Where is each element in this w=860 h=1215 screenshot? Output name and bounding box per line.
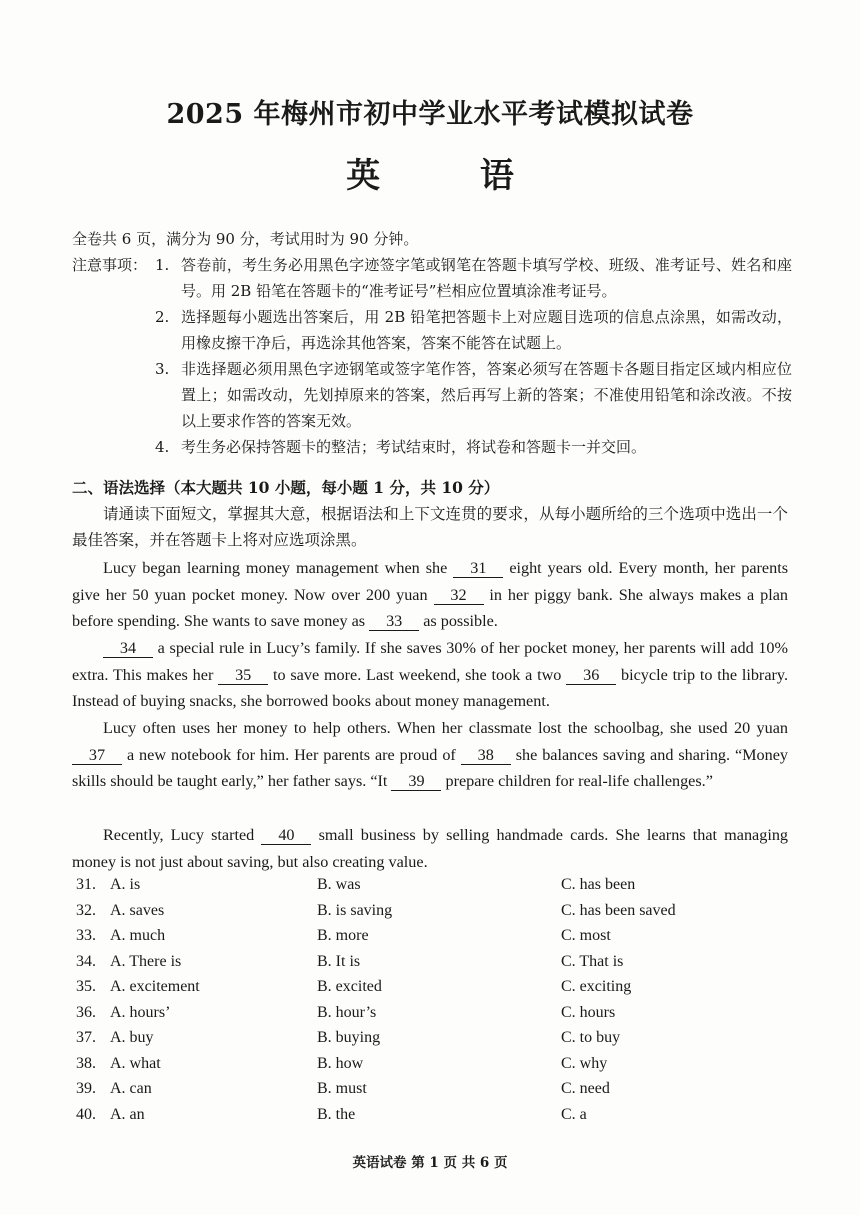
option-row (76, 927, 796, 953)
option-b: B. more (317, 927, 369, 944)
blank-38: 38 (461, 747, 511, 765)
passage-paragraph-2 (72, 635, 788, 715)
option-a: A. buy (110, 1029, 154, 1046)
option-b: B. buying (317, 1029, 381, 1046)
question-number: 35. (76, 978, 96, 995)
blank-39: 39 (391, 773, 441, 791)
question-number: 31. (76, 876, 96, 893)
notice-item-number: 2. (155, 308, 170, 326)
option-b: B. hour’s (317, 1003, 377, 1021)
notice-label: 注意事项： (72, 256, 148, 274)
option-c: C. need (561, 1080, 610, 1097)
option-c: C. hours (561, 1003, 616, 1021)
passage-paragraph-3 (72, 715, 788, 795)
option-a: A. much (110, 927, 166, 944)
passage-text: eight years old. Every month, her parents give her 50 yuan pocket money. Now over 200 yuan (72, 559, 789, 604)
question-number: 39. (76, 1080, 96, 1097)
page-footer: 英语试卷 第 1 页 共 6 页 (352, 1155, 508, 1171)
option-row (76, 1004, 796, 1030)
subject-title: 英 语 (346, 156, 558, 196)
notice-item-text: 非选择题必须用黑色字迹钢笔或签字笔作答，答案必须写在答题卡各题目指定区域内相应位置上；如需改动，先划掉原来的答案，然后再写上新的答案；不准使用铅笔和涂改液。不按以上要求作答的答案无效。 (181, 360, 792, 430)
passage-text: small business by selling handmade cards. She learns that managing money is not just about saving, but also creating value. (72, 826, 789, 871)
option-row (76, 1055, 796, 1081)
notice-item-number: 4. (155, 438, 170, 456)
question-number: 34. (76, 952, 96, 970)
option-a: A. saves (110, 901, 165, 919)
passage-paragraph-1 (72, 555, 788, 635)
notice-item (155, 356, 792, 434)
passage-text: Recently, Lucy started (103, 826, 255, 844)
passage-text: prepare children for real-life challenges.” (445, 772, 713, 791)
notice-item-number: 3. (155, 360, 170, 378)
passage-text: as possible. (423, 612, 498, 631)
exam-info: 全卷共 6 页，满分为 90 分，考试用时为 90 分钟。 (72, 230, 419, 248)
option-c: C. has been (561, 876, 636, 893)
option-b: B. the (317, 1105, 356, 1123)
option-c: C. has been saved (561, 901, 676, 919)
notice-item-text: 答卷前，考生务必用黑色字迹签字笔或钢笔在答题卡填写学校、班级、准考证号、姓名和座号。用 2B 铅笔在答题卡的“准考证号”栏相应位置填涂准考证号。 (181, 256, 792, 300)
section-directions: 请通读下面短文，掌握其大意，根据语法和上下文连贯的要求，从每小题所给的三个选项中选出一个最佳答案，并在答题卡上将对应选项涂黑。 (72, 505, 788, 549)
option-row (76, 978, 796, 1004)
option-row (76, 953, 796, 979)
option-a: A. There is (110, 952, 182, 970)
option-b: B. is saving (317, 901, 393, 919)
notice-item-text: 考生务必保持答题卡的整洁；考试结束时，将试卷和答题卡一并交回。 (181, 438, 647, 456)
section-heading: 二、语法选择（本大题共 10 小题，每小题 1 分，共 10 分） (72, 478, 500, 497)
question-number: 33. (76, 927, 96, 944)
notice-item (155, 252, 792, 304)
option-c: C. to buy (561, 1029, 621, 1046)
passage-text: a new notebook for him. Her parents are proud of (126, 745, 456, 764)
passage-text: Lucy began learning money management when she (103, 559, 448, 577)
blank-40: 40 (261, 827, 311, 845)
option-b: B. how (317, 1054, 364, 1072)
question-number: 37. (76, 1029, 96, 1046)
exam-title: 2025 年梅州市初中学业水平考试模拟试卷 (166, 99, 694, 130)
blank-37: 37 (72, 747, 122, 765)
option-row (76, 1029, 796, 1055)
passage-paragraph-4 (72, 822, 788, 875)
question-number: 40. (76, 1105, 96, 1123)
notice-item-number: 1. (155, 256, 170, 274)
blank-34: 34 (103, 640, 153, 658)
option-b: B. was (317, 876, 361, 893)
blank-31: 31 (453, 560, 503, 578)
option-row (76, 1080, 796, 1106)
notice-item (155, 434, 792, 460)
option-a: A. can (110, 1080, 152, 1097)
option-row (76, 902, 796, 928)
option-row (76, 876, 796, 902)
option-c: C. a (561, 1105, 587, 1123)
notice-item (155, 304, 792, 356)
option-row (76, 1106, 796, 1132)
question-number: 36. (76, 1003, 96, 1021)
passage-text: in her piggy bank. She always makes a plan before spending. She wants to save money as (72, 585, 788, 631)
option-a: A. hours’ (110, 1003, 171, 1021)
option-b: B. It is (317, 952, 361, 970)
passage-text: to save more. Last weekend, she took a two (272, 665, 562, 684)
option-b: B. excited (317, 978, 382, 995)
passage-text: a special rule in Lucy’s family. If she saves 30% of her pocket money, her parents will add 10% extra. This makes her (72, 639, 788, 684)
blank-33: 33 (369, 613, 419, 631)
answer-options (76, 876, 796, 1131)
blank-32: 32 (434, 587, 484, 605)
option-c: C. That is (561, 952, 624, 970)
option-a: A. what (110, 1054, 161, 1072)
option-a: A. excitement (110, 978, 200, 995)
option-b: B. must (317, 1080, 367, 1097)
question-number: 38. (76, 1054, 96, 1072)
option-c: C. most (561, 927, 611, 944)
option-c: C. exciting (561, 978, 632, 995)
blank-35: 35 (218, 667, 268, 685)
option-a: A. is (110, 876, 141, 893)
passage-text: she balances saving and sharing. “Money skills should be taught early,” her father says. “It (72, 745, 789, 791)
option-c: C. why (561, 1054, 608, 1072)
passage-text: Lucy often uses her money to help others. When her classmate lost the schoolbag, she used 20 yuan (103, 719, 788, 737)
notice-item-text: 选择题每小题选出答案后，用 2B 铅笔把答题卡上对应题目选项的信息点涂黑，如需改动，用橡皮擦干净后，再选涂其他答案，答案不能答在试题上。 (181, 308, 792, 352)
passage-text: bicycle trip to the library. Instead of buying snacks, she borrowed books about money management. (72, 665, 788, 711)
blank-36: 36 (566, 667, 616, 685)
option-a: A. an (110, 1105, 145, 1123)
question-number: 32. (76, 901, 96, 919)
